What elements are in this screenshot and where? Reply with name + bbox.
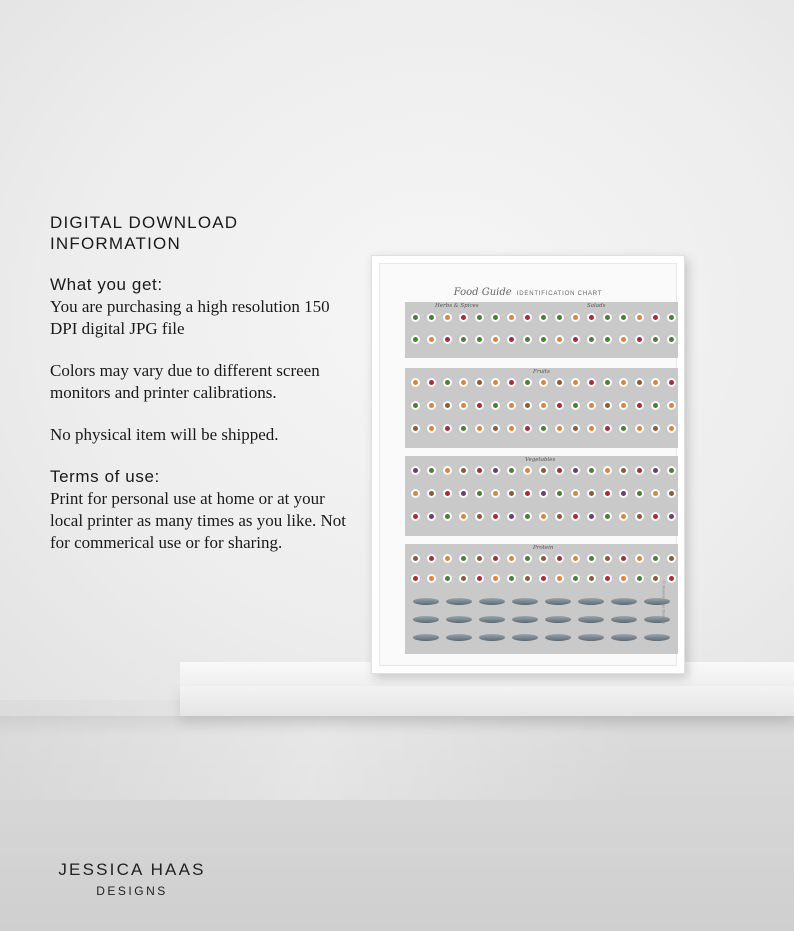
food-icon: [459, 489, 468, 498]
food-icon: [651, 489, 660, 498]
food-icon: [443, 424, 452, 433]
food-icon: [539, 335, 548, 344]
food-icon: [539, 378, 548, 387]
food-icon: [443, 574, 452, 583]
section-salads-label: Salads: [587, 303, 606, 309]
food-icon: [411, 424, 420, 433]
food-icon: [651, 313, 660, 322]
shelf-shadow: [0, 716, 794, 736]
food-icon: [571, 554, 580, 563]
food-icon: [507, 574, 516, 583]
fish-icon: [512, 616, 538, 623]
food-icon: [651, 424, 660, 433]
fish-icon: [578, 634, 604, 641]
food-icon: [619, 466, 628, 475]
food-icon: [443, 489, 452, 498]
food-icon: [635, 401, 644, 410]
food-icon: [651, 335, 660, 344]
food-icon: [635, 512, 644, 521]
food-icon: [619, 554, 628, 563]
section-protein-label: Protein: [533, 545, 554, 551]
food-icon: [555, 554, 564, 563]
food-icon: [539, 466, 548, 475]
food-icon: [459, 424, 468, 433]
food-icon: [475, 313, 484, 322]
food-icon: [555, 466, 564, 475]
food-icon: [411, 554, 420, 563]
food-icon: [603, 335, 612, 344]
food-icon: [491, 466, 500, 475]
food-icon: [651, 512, 660, 521]
food-icon: [667, 378, 676, 387]
food-icon: [459, 313, 468, 322]
food-icon: [587, 489, 596, 498]
food-icon: [459, 378, 468, 387]
food-icon: [427, 424, 436, 433]
food-icon: [523, 466, 532, 475]
food-icon: [411, 313, 420, 322]
food-icon: [443, 554, 452, 563]
food-icon: [443, 512, 452, 521]
food-icon: [635, 554, 644, 563]
food-icon: [491, 489, 500, 498]
food-icon: [411, 489, 420, 498]
fish-icon: [578, 616, 604, 623]
food-icon: [619, 489, 628, 498]
fish-icon: [479, 616, 505, 623]
poster-title-small: IDENTIFICATION CHART: [516, 291, 603, 297]
food-icon: [507, 424, 516, 433]
digital-download-info: [50, 212, 350, 554]
food-icon: [523, 313, 532, 322]
food-icon: [459, 401, 468, 410]
food-icon: [667, 512, 676, 521]
fruits-band: [405, 368, 678, 448]
food-icon: [475, 574, 484, 583]
food-icon: [587, 466, 596, 475]
food-icon: [475, 401, 484, 410]
food-icon: [635, 489, 644, 498]
food-icon: [587, 554, 596, 563]
food-icon: [427, 489, 436, 498]
fish-icon: [479, 598, 505, 605]
food-icon: [459, 574, 468, 583]
food-icon: [651, 554, 660, 563]
food-icon: [651, 401, 660, 410]
food-icon: [475, 378, 484, 387]
fish-icon: [446, 616, 472, 623]
terms-title: Terms of use:: [50, 467, 160, 486]
fish-icon: [512, 634, 538, 641]
food-icon: [523, 424, 532, 433]
food-icon: [427, 378, 436, 387]
food-icon: [587, 378, 596, 387]
fish-icon: [611, 598, 637, 605]
food-icon: [475, 335, 484, 344]
food-icon: [427, 574, 436, 583]
info-heading-text: DIGITAL DOWNLOAD INFORMATION: [50, 213, 239, 253]
food-icon: [619, 574, 628, 583]
food-icon: [571, 401, 580, 410]
poster-side-text: © Jessica Haas Designs: [661, 580, 666, 624]
food-icon: [571, 313, 580, 322]
food-icon: [539, 489, 548, 498]
food-icon: [635, 466, 644, 475]
food-icon: [475, 424, 484, 433]
food-icon: [411, 512, 420, 521]
food-icon: [411, 574, 420, 583]
shelf-front: [180, 686, 794, 716]
food-icon: [443, 401, 452, 410]
food-icon: [619, 313, 628, 322]
food-icon: [619, 424, 628, 433]
fish-icon: [446, 634, 472, 641]
food-icon: [507, 335, 516, 344]
food-icon: [427, 313, 436, 322]
food-icon: [507, 466, 516, 475]
food-icon: [587, 424, 596, 433]
food-icon: [411, 401, 420, 410]
brand-name: JESSICA HAAS: [58, 860, 206, 879]
food-icon: [491, 335, 500, 344]
fish-icon: [611, 616, 637, 623]
poster-title: [380, 280, 676, 299]
food-icon: [555, 335, 564, 344]
food-icon: [555, 401, 564, 410]
food-icon: [523, 574, 532, 583]
food-icon: [443, 335, 452, 344]
food-icon: [603, 574, 612, 583]
food-icon: [667, 466, 676, 475]
fish-icon: [479, 634, 505, 641]
food-icon: [603, 313, 612, 322]
food-icon: [427, 335, 436, 344]
food-icon: [491, 554, 500, 563]
food-icon: [667, 554, 676, 563]
food-icon: [571, 489, 580, 498]
food-icon: [491, 313, 500, 322]
food-icon: [427, 512, 436, 521]
food-icon: [523, 512, 532, 521]
food-icon: [571, 335, 580, 344]
food-icon: [539, 512, 548, 521]
food-icon: [555, 489, 564, 498]
food-icon: [619, 378, 628, 387]
food-icon: [411, 335, 420, 344]
food-icon: [603, 512, 612, 521]
food-icon: [539, 554, 548, 563]
food-icon: [667, 574, 676, 583]
food-icon: [491, 574, 500, 583]
food-icon: [651, 378, 660, 387]
fish-icon: [611, 634, 637, 641]
food-icon: [507, 401, 516, 410]
what-you-get-title: What you get:: [50, 275, 163, 294]
food-icon: [555, 424, 564, 433]
food-icon: [587, 512, 596, 521]
poster-mat: [379, 263, 677, 666]
fish-icon: [413, 616, 439, 623]
food-icon: [667, 424, 676, 433]
section-vegetables-label: Vegetables: [525, 457, 556, 463]
food-icon: [491, 401, 500, 410]
food-icon: [571, 574, 580, 583]
food-icon: [667, 313, 676, 322]
food-icon: [507, 554, 516, 563]
food-icon: [571, 424, 580, 433]
herbs-salads-band: [405, 302, 678, 358]
food-icon: [603, 378, 612, 387]
food-icon: [507, 378, 516, 387]
food-icon: [587, 335, 596, 344]
fish-icon: [413, 634, 439, 641]
food-icon: [475, 466, 484, 475]
food-icon: [667, 335, 676, 344]
fish-icon: [578, 598, 604, 605]
food-icon: [443, 313, 452, 322]
fish-icon: [545, 634, 571, 641]
food-icon: [603, 466, 612, 475]
terms-text: Print for personal use at home or at your local printer as many times as you like. Not for commerical use or for sharing.: [50, 489, 347, 552]
what-you-get-text: You are purchasing a high resolution 150 DPI digital JPG file: [50, 297, 330, 338]
food-icon: [635, 378, 644, 387]
food-icon: [427, 466, 436, 475]
food-icon: [523, 378, 532, 387]
food-icon: [619, 512, 628, 521]
food-icon: [427, 401, 436, 410]
food-icon: [555, 378, 564, 387]
food-icon: [635, 335, 644, 344]
food-icon: [523, 554, 532, 563]
food-icon: [459, 512, 468, 521]
food-icon: [523, 335, 532, 344]
food-icon: [507, 489, 516, 498]
food-icon: [651, 466, 660, 475]
food-icon: [619, 335, 628, 344]
section-fruits-label: Fruits: [533, 369, 550, 375]
food-icon: [571, 512, 580, 521]
food-icon: [523, 401, 532, 410]
food-icon: [603, 554, 612, 563]
brand-sub: DESIGNS: [96, 884, 168, 898]
food-icon: [459, 554, 468, 563]
food-icon: [555, 313, 564, 322]
food-icon: [587, 313, 596, 322]
brand-logo: [52, 860, 212, 898]
food-icon: [507, 313, 516, 322]
vegetables-band: [405, 456, 678, 536]
poster-title-script: Food Guide: [453, 287, 512, 298]
fish-icon: [644, 634, 670, 641]
food-icon: [587, 574, 596, 583]
food-icon: [603, 424, 612, 433]
food-icon: [555, 574, 564, 583]
food-icon: [491, 512, 500, 521]
fish-icon: [512, 598, 538, 605]
food-icon: [411, 466, 420, 475]
food-icon: [491, 424, 500, 433]
colors-note: Colors may vary due to different screen monitors and printer calibrations.: [50, 361, 320, 402]
food-icon: [491, 378, 500, 387]
food-icon: [443, 378, 452, 387]
food-icon: [603, 401, 612, 410]
food-icon: [427, 554, 436, 563]
food-icon: [475, 554, 484, 563]
info-heading: [50, 212, 350, 254]
food-icon: [667, 401, 676, 410]
food-icon: [635, 574, 644, 583]
food-icon: [475, 489, 484, 498]
protein-band: [405, 544, 678, 654]
fish-icon: [545, 598, 571, 605]
food-icon: [507, 512, 516, 521]
food-icon: [555, 512, 564, 521]
food-icon: [603, 489, 612, 498]
food-icon: [539, 313, 548, 322]
food-icon: [619, 401, 628, 410]
food-icon: [651, 574, 660, 583]
food-icon: [667, 489, 676, 498]
food-icon: [635, 424, 644, 433]
food-icon: [411, 378, 420, 387]
poster-frame: [371, 255, 685, 674]
food-icon: [539, 401, 548, 410]
food-icon: [475, 512, 484, 521]
food-icon: [459, 335, 468, 344]
fish-icon: [446, 598, 472, 605]
fish-icon: [545, 616, 571, 623]
food-icon: [523, 489, 532, 498]
food-icon: [571, 466, 580, 475]
food-icon: [635, 313, 644, 322]
fish-icon: [413, 598, 439, 605]
food-icon: [539, 424, 548, 433]
food-icon: [571, 378, 580, 387]
food-icon: [459, 466, 468, 475]
food-icon: [587, 401, 596, 410]
food-icon: [539, 574, 548, 583]
shipping-note: No physical item will be shipped.: [50, 425, 279, 444]
food-icon: [443, 466, 452, 475]
section-herbs-label: Herbs & Spices: [435, 303, 479, 309]
